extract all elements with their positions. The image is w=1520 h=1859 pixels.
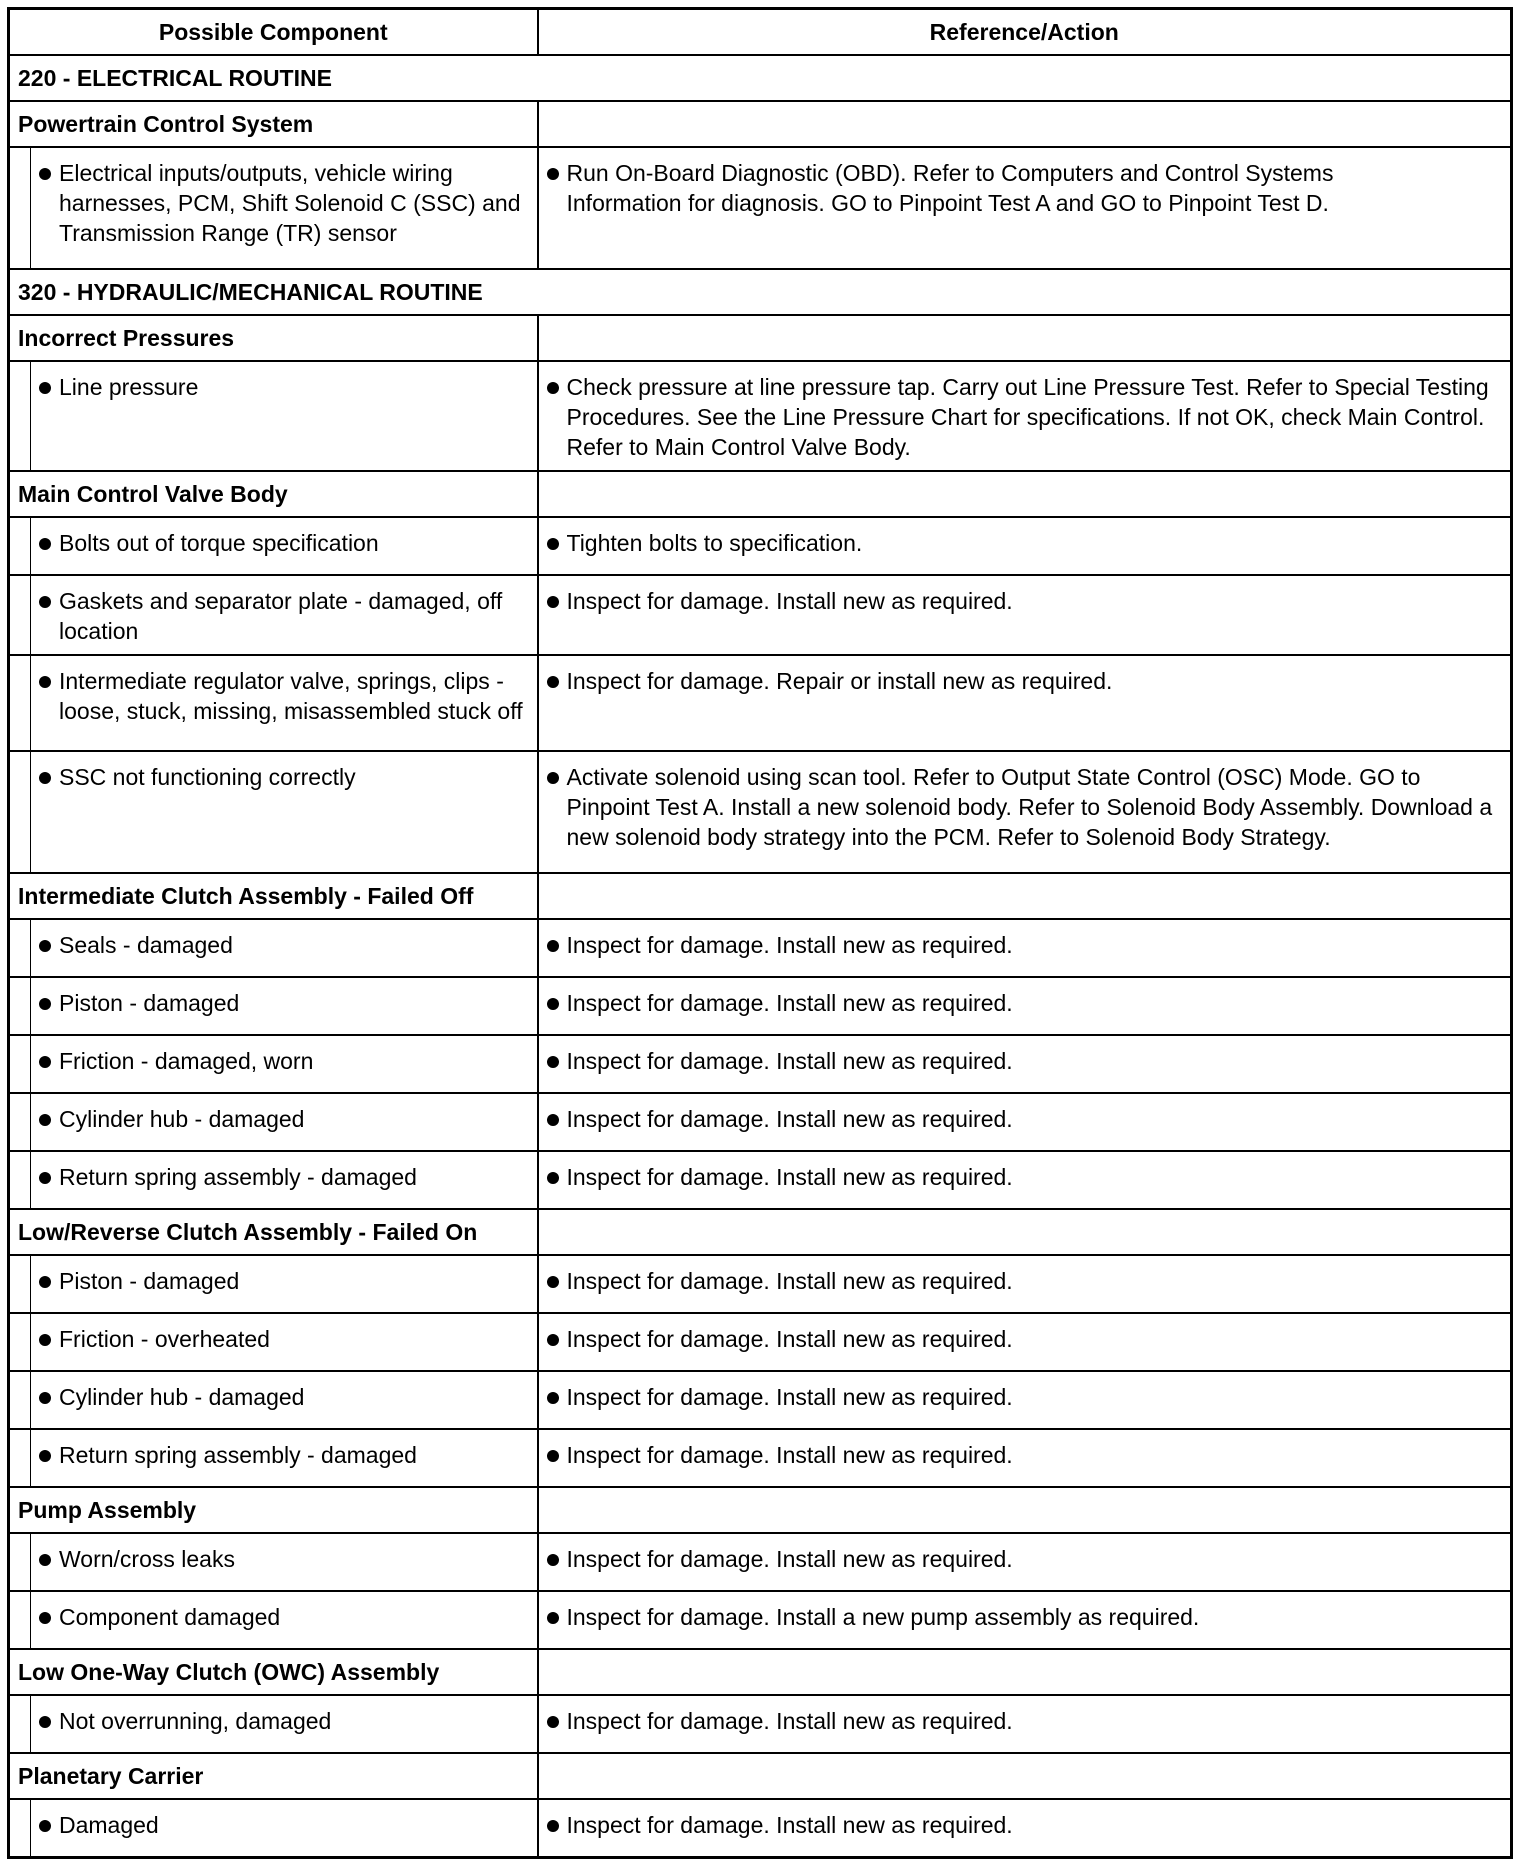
bullet-icon [31,1706,59,1728]
action-cell [538,1035,1512,1093]
component-cell [31,1255,538,1313]
table-row [9,751,1512,873]
action-cell [538,751,1512,873]
bullet-icon [31,1104,59,1126]
bullet-icon [31,1440,59,1462]
component-text: Line pressure [59,374,199,400]
action-cell [538,575,1512,655]
bullet-icon [31,762,59,784]
header-row [9,9,1512,56]
indent-cell [9,575,31,655]
bullet-icon [31,586,59,608]
bullet-icon [539,1104,567,1126]
group-row [9,1649,1512,1695]
component-cell [31,147,538,269]
component-cell [31,1035,538,1093]
component-text: Return spring assembly - damaged [59,1442,417,1468]
group-empty-cell [538,873,1512,919]
indent-cell [9,1151,31,1209]
section-row [9,269,1512,315]
bullet-icon [539,1706,567,1728]
group-title: Low/Reverse Clutch Assembly - Failed On [9,1209,538,1255]
component-cell [31,1533,538,1591]
indent-cell [9,1429,31,1487]
action-cell [538,655,1512,751]
bullet-icon [539,762,567,784]
bullet-icon [539,666,567,688]
group-row [9,1209,1512,1255]
table-row [9,361,1512,471]
action-cell [538,1093,1512,1151]
action-text: Inspect for damage. Install a new pump assembly as required. [566,1604,1200,1630]
component-cell [31,1093,538,1151]
component-cell [31,1371,538,1429]
action-text: Inspect for damage. Install new as required. [566,1546,1013,1572]
bullet-icon [539,158,567,180]
indent-cell [9,1533,31,1591]
component-cell [31,1313,538,1371]
component-text: Cylinder hub - damaged [59,1384,305,1410]
bullet-icon [539,586,567,608]
component-cell [31,1151,538,1209]
action-cell [538,517,1512,575]
indent-cell [9,1035,31,1093]
indent-cell [9,977,31,1035]
action-cell [538,1533,1512,1591]
group-empty-cell [538,471,1512,517]
action-cell [538,1695,1512,1753]
component-text: Return spring assembly - damaged [59,1164,417,1190]
action-text: Run On-Board Diagnostic (OBD). Refer to Computers and Control Systems Information for diagnosis. GO to Pinpoint Test A and GO to Pinpoint Test D. [566,160,1334,216]
bullet-icon [539,1544,567,1566]
table-row [9,1591,1512,1649]
action-cell [538,1371,1512,1429]
action-text: Activate solenoid using scan tool. Refer to Output State Control (OSC) Mode. GO to Pinpoint Test A. Install a new solenoid body. Refer to Solenoid Body Assembly. Download a new solenoid body strategy into the PCM. Refer to Solenoid Body Strategy. [566,764,1493,850]
component-text: Intermediate regulator valve, springs, clips - loose, stuck, missing, misassembled stuck off [59,668,523,724]
component-text: Seals - damaged [59,932,233,958]
component-cell [31,751,538,873]
indent-cell [9,655,31,751]
group-row [9,873,1512,919]
group-row [9,1753,1512,1799]
group-empty-cell [538,101,1512,147]
bullet-icon [539,988,567,1010]
table-row [9,1533,1512,1591]
component-text: SSC not functioning correctly [59,764,356,790]
indent-cell [9,1093,31,1151]
indent-cell [9,1799,31,1858]
table-row [9,1429,1512,1487]
action-text: Tighten bolts to specification. [566,530,863,556]
bullet-icon [31,158,59,180]
component-text: Not overrunning, damaged [59,1708,332,1734]
section-row [9,55,1512,101]
table-row [9,1695,1512,1753]
group-row [9,1487,1512,1533]
action-text: Inspect for damage. Install new as required. [566,588,1013,614]
bullet-icon [31,1544,59,1566]
bullet-icon [31,988,59,1010]
indent-cell [9,147,31,269]
table-row [9,517,1512,575]
component-text: Friction - damaged, worn [59,1048,314,1074]
component-text: Piston - damaged [59,1268,240,1294]
table-row [9,977,1512,1035]
section-title: 220 - ELECTRICAL ROUTINE [9,55,1512,101]
bullet-icon [31,1046,59,1068]
indent-cell [9,1695,31,1753]
action-cell [538,977,1512,1035]
action-cell [538,1591,1512,1649]
group-title: Main Control Valve Body [9,471,538,517]
action-text: Inspect for damage. Install new as required. [566,1708,1013,1734]
table-row [9,919,1512,977]
component-cell [31,919,538,977]
table-row [9,1371,1512,1429]
group-row [9,101,1512,147]
bullet-icon [31,528,59,550]
action-cell [538,1429,1512,1487]
component-text: Cylinder hub - damaged [59,1106,305,1132]
bullet-icon [539,1266,567,1288]
bullet-icon [31,1602,59,1624]
action-text: Inspect for damage. Install new as required. [566,932,1013,958]
component-cell [31,655,538,751]
section-title: 320 - HYDRAULIC/MECHANICAL ROUTINE [9,269,1512,315]
table-row [9,1093,1512,1151]
action-text: Inspect for damage. Repair or install new as required. [566,668,1113,694]
group-row [9,471,1512,517]
bullet-icon [539,1324,567,1346]
table-row [9,1151,1512,1209]
table-row [9,147,1512,269]
component-text: Friction - overheated [59,1326,270,1352]
group-empty-cell [538,1753,1512,1799]
bullet-icon [31,930,59,952]
action-text: Inspect for damage. Install new as required. [566,1442,1013,1468]
group-empty-cell [538,1649,1512,1695]
component-cell [31,1591,538,1649]
table-row [9,655,1512,751]
group-empty-cell [538,1487,1512,1533]
component-cell [31,517,538,575]
table-row [9,1313,1512,1371]
bullet-icon [539,1382,567,1404]
bullet-icon [539,372,567,394]
bullet-icon [31,1162,59,1184]
action-text: Check pressure at line pressure tap. Carry out Line Pressure Test. Refer to Special Testing Procedures. See the Line Pressure Chart for specifications. If not OK, check Main Control. Refer to Main Control Valve Body. [566,374,1489,460]
component-cell [31,575,538,655]
component-text: Gaskets and separator plate - damaged, off location [59,588,503,644]
bullet-icon [539,528,567,550]
indent-cell [9,1313,31,1371]
group-row [9,315,1512,361]
bullet-icon [539,1440,567,1462]
indent-cell [9,361,31,471]
table-row [9,1035,1512,1093]
table-row [9,1799,1512,1858]
diagnostic-document [7,7,1513,1859]
component-cell [31,1429,538,1487]
action-cell [538,1151,1512,1209]
action-text: Inspect for damage. Install new as required. [566,1048,1013,1074]
bullet-icon [539,1810,567,1832]
action-text: Inspect for damage. Install new as required. [566,1268,1013,1294]
group-empty-cell [538,1209,1512,1255]
group-title: Incorrect Pressures [9,315,538,361]
table-row [9,575,1512,655]
component-cell [31,361,538,471]
header-possible-component: Possible Component [9,9,538,56]
action-cell [538,919,1512,977]
action-cell [538,1313,1512,1371]
group-title: Intermediate Clutch Assembly - Failed Off [9,873,538,919]
component-text: Component damaged [59,1604,281,1630]
indent-cell [9,517,31,575]
action-text: Inspect for damage. Install new as required. [566,1384,1013,1410]
action-text: Inspect for damage. Install new as required. [566,1106,1013,1132]
action-cell [538,147,1512,269]
component-text: Worn/cross leaks [59,1546,235,1572]
bullet-icon [31,1266,59,1288]
action-text: Inspect for damage. Install new as required. [566,1164,1013,1190]
component-text: Damaged [59,1812,159,1838]
group-title: Pump Assembly [9,1487,538,1533]
bullet-icon [539,1602,567,1624]
bullet-icon [31,372,59,394]
header-reference-action: Reference/Action [538,9,1512,56]
action-cell [538,361,1512,471]
group-title: Low One-Way Clutch (OWC) Assembly [9,1649,538,1695]
bullet-icon [31,1810,59,1832]
indent-cell [9,919,31,977]
indent-cell [9,1591,31,1649]
indent-cell [9,1371,31,1429]
component-text: Electrical inputs/outputs, vehicle wiring harnesses, PCM, Shift Solenoid C (SSC) and Transmission Range (TR) sensor [59,160,521,246]
indent-cell [9,1255,31,1313]
group-title: Planetary Carrier [9,1753,538,1799]
table-row [9,1255,1512,1313]
bullet-icon [31,666,59,688]
bullet-icon [31,1382,59,1404]
bullet-icon [539,1162,567,1184]
group-empty-cell [538,315,1512,361]
action-text: Inspect for damage. Install new as required. [566,1326,1013,1352]
diagnosis-table [7,7,1513,1859]
group-title: Powertrain Control System [9,101,538,147]
component-cell [31,1799,538,1858]
bullet-icon [31,1324,59,1346]
indent-cell [9,751,31,873]
bullet-icon [539,1046,567,1068]
action-cell [538,1255,1512,1313]
component-cell [31,1695,538,1753]
action-cell [538,1799,1512,1858]
action-text: Inspect for damage. Install new as required. [566,990,1013,1016]
bullet-icon [539,930,567,952]
component-text: Bolts out of torque specification [59,530,379,556]
component-text: Piston - damaged [59,990,240,1016]
component-cell [31,977,538,1035]
action-text: Inspect for damage. Install new as required. [566,1812,1013,1838]
